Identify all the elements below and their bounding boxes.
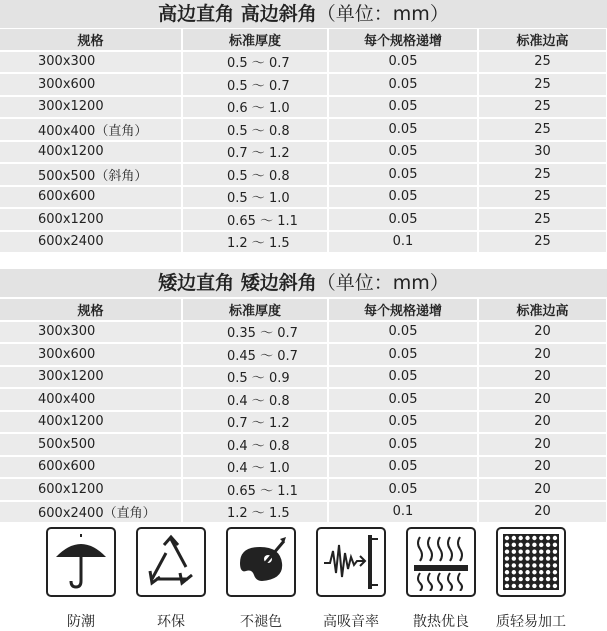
cell-edge-height: 20 [478,478,607,501]
cell-increment: 0.05 [328,366,478,389]
feature-label: 环保 [157,614,185,630]
cell-increment: 0.05 [328,141,478,164]
cell-increment: 0.1 [328,501,478,524]
table1-title-main: 高边直角 高边斜角 [158,3,317,25]
cell-edge-height: 25 [478,208,607,231]
feature-no-fading [226,527,296,630]
cell-spec: 300x1200 [0,96,182,119]
cell-spec: 500x500（斜角） [0,163,182,186]
table-row [0,73,607,96]
cell-thickness: 0.5 ～ 0.9 [182,366,328,389]
umbrella-icon [46,527,116,597]
table-row [0,208,607,231]
cell-spec: 300x300 [0,321,182,344]
cell-edge-height: 25 [478,73,607,96]
cell-thickness: 0.65 ～ 1.1 [182,208,328,231]
feature-moisture-proof [46,527,116,630]
feature-label: 防潮 [67,614,95,630]
cell-edge-height: 20 [478,388,607,411]
cell-increment: 0.05 [328,433,478,456]
header-increment: 每个规格递增 [328,299,478,321]
table1-title [0,0,607,28]
cell-spec: 600x600 [0,456,182,479]
cell-increment: 0.05 [328,456,478,479]
header-spec: 规格 [0,299,182,321]
table-row [0,51,607,74]
cell-spec: 600x1200 [0,478,182,501]
table-row [0,96,607,119]
cell-edge-height: 25 [478,118,607,141]
table-row [0,118,607,141]
cell-spec: 300x300 [0,51,182,74]
feature-sound-absorption [316,527,386,630]
feature-label: 不褪色 [240,614,282,630]
header-thickness: 标准厚度 [182,299,328,321]
sound-wave-icon [316,527,386,597]
cell-thickness: 0.5 ～ 0.7 [182,51,328,74]
header-increment: 每个规格递增 [328,29,478,51]
header-spec: 规格 [0,29,182,51]
cell-spec: 600x2400 [0,231,182,254]
feature-icons [0,527,607,630]
cell-edge-height: 20 [478,321,607,344]
table-row [0,366,607,389]
cell-spec: 600x1200 [0,208,182,231]
table-row [0,388,607,411]
table-row [0,456,607,479]
cell-spec: 300x600 [0,343,182,366]
cell-edge-height: 20 [478,343,607,366]
table-row [0,501,607,524]
cell-thickness: 0.5 ～ 0.8 [182,163,328,186]
cell-increment: 0.05 [328,96,478,119]
cell-spec: 600x600 [0,186,182,209]
cell-thickness: 0.4 ～ 0.8 [182,433,328,456]
table1-title-unit: （单位：mm） [316,3,449,25]
cell-edge-height: 25 [478,51,607,74]
cell-thickness: 0.4 ～ 0.8 [182,388,328,411]
feature-eco-friendly [136,527,206,630]
table2-title-main: 矮边直角 矮边斜角 [158,272,317,294]
table-row [0,163,607,186]
cell-increment: 0.05 [328,321,478,344]
cell-increment: 0.05 [328,343,478,366]
cell-spec: 300x1200 [0,366,182,389]
perforated-panel-icon [496,527,566,597]
cell-spec: 300x600 [0,73,182,96]
cell-edge-height: 30 [478,141,607,164]
color-palette-icon [226,527,296,597]
cell-thickness: 0.5 ～ 1.0 [182,186,328,209]
cell-increment: 0.05 [328,208,478,231]
recycle-icon [136,527,206,597]
cell-spec: 400x400 [0,388,182,411]
feature-label: 散热优良 [413,614,469,630]
cell-edge-height: 20 [478,411,607,434]
table-row [0,478,607,501]
table2-title-unit: （单位：mm） [316,272,449,294]
table-row [0,321,607,344]
cell-spec: 600x2400（直角） [0,501,182,524]
cell-spec: 400x400（直角） [0,118,182,141]
feature-label: 质轻易加工 [496,614,566,630]
table1-header-row [0,29,607,51]
cell-increment: 0.05 [328,73,478,96]
cell-thickness: 1.2 ～ 1.5 [182,231,328,254]
cell-edge-height: 25 [478,163,607,186]
cell-thickness: 0.4 ～ 1.0 [182,456,328,479]
cell-increment: 0.05 [328,118,478,141]
cell-edge-height: 20 [478,456,607,479]
cell-increment: 0.05 [328,163,478,186]
cell-edge-height: 25 [478,96,607,119]
cell-thickness: 0.7 ～ 1.2 [182,141,328,164]
feature-label: 高吸音率 [323,614,379,630]
header-edge-height: 标准边高 [478,299,607,321]
cell-spec: 500x500 [0,433,182,456]
cell-edge-height: 20 [478,433,607,456]
cell-thickness: 1.2 ～ 1.5 [182,501,328,524]
table-row [0,343,607,366]
feature-lightweight [496,527,566,630]
cell-increment: 0.05 [328,388,478,411]
cell-edge-height: 20 [478,366,607,389]
cell-increment: 0.05 [328,478,478,501]
cell-spec: 400x1200 [0,141,182,164]
table-row [0,433,607,456]
cell-edge-height: 20 [478,501,607,524]
cell-spec: 400x1200 [0,411,182,434]
cell-edge-height: 25 [478,231,607,254]
cell-thickness: 0.45 ～ 0.7 [182,343,328,366]
cell-thickness: 0.5 ～ 0.8 [182,118,328,141]
table-row [0,141,607,164]
header-edge-height: 标准边高 [478,29,607,51]
table-row [0,411,607,434]
heat-dissipation-icon [406,527,476,597]
cell-thickness: 0.6 ～ 1.0 [182,96,328,119]
cell-increment: 0.05 [328,51,478,74]
feature-heat-dissipation [406,527,476,630]
cell-increment: 0.05 [328,186,478,209]
table2 [0,299,607,524]
cell-increment: 0.1 [328,231,478,254]
table-row [0,186,607,209]
table2-header-row [0,299,607,321]
cell-edge-height: 25 [478,186,607,209]
cell-thickness: 0.5 ～ 0.7 [182,73,328,96]
cell-thickness: 0.65 ～ 1.1 [182,478,328,501]
cell-thickness: 0.7 ～ 1.2 [182,411,328,434]
table1 [0,29,607,254]
cell-thickness: 0.35 ～ 0.7 [182,321,328,344]
cell-increment: 0.05 [328,411,478,434]
table-row [0,231,607,254]
table2-title [0,269,607,297]
header-thickness: 标准厚度 [182,29,328,51]
